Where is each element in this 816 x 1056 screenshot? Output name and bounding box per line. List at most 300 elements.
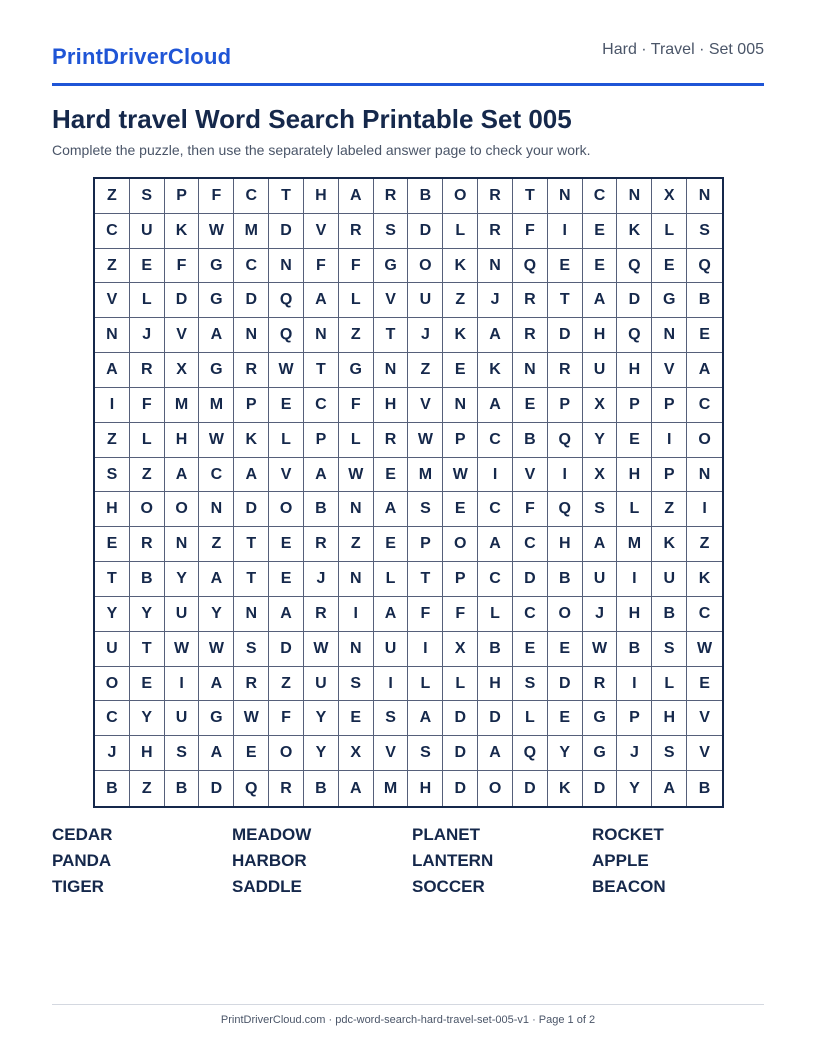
grid-cell: Z bbox=[95, 423, 130, 458]
grid-cell: Z bbox=[443, 283, 478, 318]
grid-cell: T bbox=[513, 179, 548, 214]
grid-cell: N bbox=[617, 179, 652, 214]
grid-cell: Y bbox=[617, 771, 652, 806]
grid-cell: G bbox=[374, 249, 409, 284]
grid-cell: A bbox=[408, 701, 443, 736]
grid-cell: A bbox=[269, 597, 304, 632]
grid-cell: K bbox=[548, 771, 583, 806]
grid-cell: H bbox=[95, 492, 130, 527]
word-list-item: SOCCER bbox=[412, 877, 485, 896]
grid-cell: B bbox=[304, 771, 339, 806]
grid-cell: X bbox=[652, 179, 687, 214]
grid-cell: S bbox=[374, 701, 409, 736]
grid-cell: I bbox=[548, 214, 583, 249]
grid-cell: L bbox=[478, 597, 513, 632]
grid-cell: U bbox=[304, 667, 339, 702]
grid-cell: I bbox=[408, 632, 443, 667]
grid-cell: F bbox=[513, 214, 548, 249]
grid-cell: M bbox=[374, 771, 409, 806]
grid-cell: U bbox=[95, 632, 130, 667]
grid-cell: E bbox=[583, 214, 618, 249]
grid-cell: C bbox=[234, 179, 269, 214]
grid-cell: E bbox=[374, 527, 409, 562]
grid-cell: B bbox=[478, 632, 513, 667]
page-title: Hard travel Word Search Printable Set 005 bbox=[52, 104, 572, 134]
grid-cell: E bbox=[374, 458, 409, 493]
grid-cell: R bbox=[478, 179, 513, 214]
grid-cell: Y bbox=[130, 701, 165, 736]
grid-cell: E bbox=[130, 249, 165, 284]
grid-cell: E bbox=[130, 667, 165, 702]
grid-cell: O bbox=[478, 771, 513, 806]
grid-cell: R bbox=[478, 214, 513, 249]
grid-cell: C bbox=[687, 388, 722, 423]
grid-cell: D bbox=[443, 771, 478, 806]
grid-cell: P bbox=[443, 562, 478, 597]
grid-cell: B bbox=[95, 771, 130, 806]
grid-cell: A bbox=[304, 458, 339, 493]
grid-cell: T bbox=[374, 318, 409, 353]
grid-cell: Q bbox=[269, 318, 304, 353]
grid-cell: G bbox=[199, 353, 234, 388]
grid-cell: S bbox=[165, 736, 200, 771]
grid-cell: I bbox=[374, 667, 409, 702]
grid-cell: E bbox=[513, 388, 548, 423]
grid-cell: K bbox=[687, 562, 722, 597]
grid-cell: F bbox=[165, 249, 200, 284]
grid-cell: Z bbox=[269, 667, 304, 702]
grid-cell: C bbox=[687, 597, 722, 632]
grid-cell: C bbox=[199, 458, 234, 493]
grid-cell: X bbox=[339, 736, 374, 771]
grid-cell: B bbox=[165, 771, 200, 806]
grid-cell: C bbox=[478, 562, 513, 597]
grid-cell: A bbox=[687, 353, 722, 388]
grid-cell: A bbox=[583, 527, 618, 562]
grid-cell: K bbox=[652, 527, 687, 562]
grid-cell: O bbox=[95, 667, 130, 702]
grid-cell: E bbox=[95, 527, 130, 562]
grid-cell: H bbox=[617, 353, 652, 388]
grid-cell: X bbox=[443, 632, 478, 667]
grid-cell: U bbox=[583, 353, 618, 388]
grid-cell: K bbox=[617, 214, 652, 249]
grid-cell: D bbox=[269, 214, 304, 249]
grid-cell: J bbox=[95, 736, 130, 771]
grid-cell: D bbox=[513, 771, 548, 806]
grid-cell: C bbox=[478, 423, 513, 458]
grid-cell: H bbox=[652, 701, 687, 736]
grid-cell: B bbox=[513, 423, 548, 458]
grid-cell: O bbox=[443, 527, 478, 562]
grid-cell: D bbox=[513, 562, 548, 597]
grid-cell: Y bbox=[130, 597, 165, 632]
grid-cell: A bbox=[339, 771, 374, 806]
grid-cell: R bbox=[374, 179, 409, 214]
grid-cell: M bbox=[199, 388, 234, 423]
grid-cell: T bbox=[304, 353, 339, 388]
grid-cell: M bbox=[165, 388, 200, 423]
grid-cell: E bbox=[548, 701, 583, 736]
grid-cell: L bbox=[652, 214, 687, 249]
grid-cell: I bbox=[617, 667, 652, 702]
grid-cell: N bbox=[339, 492, 374, 527]
grid-cell: R bbox=[374, 423, 409, 458]
grid-cell: D bbox=[478, 701, 513, 736]
grid-cell: C bbox=[583, 179, 618, 214]
grid-cell: V bbox=[687, 736, 722, 771]
grid-cell: J bbox=[408, 318, 443, 353]
grid-cell: L bbox=[617, 492, 652, 527]
grid-cell: C bbox=[304, 388, 339, 423]
grid-cell: C bbox=[513, 597, 548, 632]
grid-cell: A bbox=[199, 318, 234, 353]
grid-cell: V bbox=[269, 458, 304, 493]
grid-cell: M bbox=[617, 527, 652, 562]
grid-cell: N bbox=[304, 318, 339, 353]
grid-cell: Y bbox=[304, 701, 339, 736]
grid-cell: W bbox=[269, 353, 304, 388]
grid-cell: H bbox=[374, 388, 409, 423]
grid-cell: G bbox=[583, 736, 618, 771]
grid-cell: T bbox=[95, 562, 130, 597]
grid-cell: O bbox=[165, 492, 200, 527]
grid-cell: O bbox=[443, 179, 478, 214]
grid-cell: R bbox=[513, 283, 548, 318]
grid-cell: A bbox=[652, 771, 687, 806]
grid-cell: E bbox=[443, 353, 478, 388]
grid-cell: Z bbox=[652, 492, 687, 527]
grid-cell: S bbox=[652, 736, 687, 771]
grid-cell: N bbox=[652, 318, 687, 353]
grid-cell: D bbox=[269, 632, 304, 667]
grid-cell: L bbox=[339, 423, 374, 458]
grid-cell: J bbox=[478, 283, 513, 318]
grid-cell: E bbox=[583, 249, 618, 284]
grid-cell: H bbox=[478, 667, 513, 702]
grid-cell: W bbox=[339, 458, 374, 493]
grid-cell: J bbox=[130, 318, 165, 353]
grid-cell: W bbox=[234, 701, 269, 736]
grid-cell: S bbox=[339, 667, 374, 702]
grid-cell: T bbox=[130, 632, 165, 667]
grid-cell: F bbox=[513, 492, 548, 527]
grid-cell: B bbox=[408, 179, 443, 214]
grid-cell: T bbox=[234, 562, 269, 597]
grid-cell: U bbox=[652, 562, 687, 597]
page-footer: PrintDriverCloud.com · pdc-word-search-hard-travel-set-005-v1 · Page 1 of 2 bbox=[220, 1014, 596, 1026]
grid-cell: W bbox=[443, 458, 478, 493]
grid-cell: M bbox=[408, 458, 443, 493]
word-list-item: HARBOR bbox=[232, 851, 307, 870]
grid-cell: N bbox=[95, 318, 130, 353]
grid-cell: Q bbox=[617, 249, 652, 284]
grid-cell: K bbox=[443, 318, 478, 353]
grid-cell: W bbox=[304, 632, 339, 667]
grid-cell: J bbox=[304, 562, 339, 597]
grid-cell: A bbox=[199, 667, 234, 702]
grid-cell: C bbox=[478, 492, 513, 527]
grid-cell: F bbox=[339, 388, 374, 423]
grid-cell: D bbox=[583, 771, 618, 806]
grid-cell: P bbox=[165, 179, 200, 214]
grid-cell: D bbox=[443, 736, 478, 771]
grid-cell: O bbox=[687, 423, 722, 458]
grid-cell: R bbox=[130, 353, 165, 388]
grid-cell: I bbox=[165, 667, 200, 702]
grid-cell: Z bbox=[95, 249, 130, 284]
grid-cell: U bbox=[165, 597, 200, 632]
grid-cell: Y bbox=[199, 597, 234, 632]
grid-cell: I bbox=[548, 458, 583, 493]
grid-cell: N bbox=[478, 249, 513, 284]
grid-cell: W bbox=[687, 632, 722, 667]
grid-cell: A bbox=[583, 283, 618, 318]
grid-cell: Q bbox=[548, 423, 583, 458]
grid-cell: R bbox=[339, 214, 374, 249]
grid-cell: S bbox=[652, 632, 687, 667]
grid-cell: A bbox=[374, 597, 409, 632]
grid-cell: R bbox=[583, 667, 618, 702]
grid-cell: Y bbox=[165, 562, 200, 597]
grid-cell: V bbox=[304, 214, 339, 249]
brand-logo: PrintDriverCloud bbox=[52, 44, 232, 69]
grid-cell: L bbox=[443, 667, 478, 702]
grid-cell: S bbox=[408, 736, 443, 771]
grid-cell: A bbox=[199, 736, 234, 771]
grid-cell: L bbox=[269, 423, 304, 458]
grid-cell: L bbox=[408, 667, 443, 702]
grid-cell: F bbox=[269, 701, 304, 736]
grid-cell: S bbox=[130, 179, 165, 214]
grid-cell: S bbox=[513, 667, 548, 702]
grid-cell: I bbox=[478, 458, 513, 493]
grid-cell: F bbox=[199, 179, 234, 214]
grid-cell: P bbox=[652, 388, 687, 423]
grid-cell: N bbox=[443, 388, 478, 423]
grid-cell: A bbox=[478, 527, 513, 562]
grid-cell: A bbox=[478, 388, 513, 423]
grid-cell: V bbox=[408, 388, 443, 423]
grid-cell: H bbox=[304, 179, 339, 214]
grid-cell: V bbox=[374, 283, 409, 318]
grid-cell: S bbox=[234, 632, 269, 667]
grid-cell: F bbox=[339, 249, 374, 284]
grid-cell: K bbox=[165, 214, 200, 249]
grid-cell: N bbox=[269, 249, 304, 284]
grid-cell: S bbox=[374, 214, 409, 249]
word-list-item: SADDLE bbox=[232, 877, 302, 896]
grid-cell: X bbox=[583, 388, 618, 423]
grid-cell: Q bbox=[234, 771, 269, 806]
grid-cell: L bbox=[513, 701, 548, 736]
grid-cell: X bbox=[583, 458, 618, 493]
grid-cell: T bbox=[269, 179, 304, 214]
grid-cell: D bbox=[234, 492, 269, 527]
grid-cell: L bbox=[130, 283, 165, 318]
footer-divider bbox=[52, 1004, 764, 1005]
grid-cell: E bbox=[234, 736, 269, 771]
grid-cell: R bbox=[234, 667, 269, 702]
word-list-item: PLANET bbox=[412, 825, 480, 844]
word-list-item: CEDAR bbox=[52, 825, 113, 844]
grid-cell: L bbox=[374, 562, 409, 597]
word-list bbox=[52, 824, 764, 902]
puzzle-meta: Hard · Travel · Set 005 bbox=[602, 41, 764, 58]
grid-cell: O bbox=[408, 249, 443, 284]
grid-cell: D bbox=[199, 771, 234, 806]
grid-cell: K bbox=[234, 423, 269, 458]
grid-cell: W bbox=[199, 423, 234, 458]
grid-cell: D bbox=[617, 283, 652, 318]
grid-cell: O bbox=[269, 492, 304, 527]
word-list-item: MEADOW bbox=[232, 825, 312, 844]
grid-cell: B bbox=[698, 779, 711, 797]
grid-cell: E bbox=[652, 249, 687, 284]
grid-cell: R bbox=[513, 318, 548, 353]
grid-cell: R bbox=[130, 527, 165, 562]
word-list-item: APPLE bbox=[592, 851, 649, 870]
grid-cell: E bbox=[617, 423, 652, 458]
page-subtitle: Complete the puzzle, then use the separately labeled answer page to check your work. bbox=[52, 142, 591, 158]
grid-cell: D bbox=[165, 283, 200, 318]
grid-cell: I bbox=[687, 492, 722, 527]
grid-cell: E bbox=[443, 492, 478, 527]
grid-cell: B bbox=[652, 597, 687, 632]
grid-cell: E bbox=[548, 632, 583, 667]
grid-cell: Y bbox=[304, 736, 339, 771]
grid-cell: Z bbox=[687, 527, 722, 562]
grid-cell: E bbox=[548, 249, 583, 284]
grid-cell: M bbox=[234, 214, 269, 249]
grid-cell: R bbox=[548, 353, 583, 388]
grid-cell: N bbox=[199, 492, 234, 527]
grid-cell: Z bbox=[199, 527, 234, 562]
grid-cell: O bbox=[130, 492, 165, 527]
grid-cell: V bbox=[687, 701, 722, 736]
grid-cell: T bbox=[408, 562, 443, 597]
grid-cell: P bbox=[617, 388, 652, 423]
grid-cell: L bbox=[339, 283, 374, 318]
grid-cell: N bbox=[339, 632, 374, 667]
grid-cell: P bbox=[652, 458, 687, 493]
grid-cell: V bbox=[652, 353, 687, 388]
grid-cell: E bbox=[269, 562, 304, 597]
word-list-item: ROCKET bbox=[592, 825, 664, 844]
grid-cell: K bbox=[478, 353, 513, 388]
grid-cell: E bbox=[687, 318, 722, 353]
grid-cell: U bbox=[408, 283, 443, 318]
grid-cell: E bbox=[687, 667, 722, 702]
grid-cell: T bbox=[234, 527, 269, 562]
grid-cell: N bbox=[687, 179, 722, 214]
grid-cell: J bbox=[617, 736, 652, 771]
grid-cell: A bbox=[478, 318, 513, 353]
grid-cell: V bbox=[165, 318, 200, 353]
grid-cell: N bbox=[165, 527, 200, 562]
grid-cell: Z bbox=[130, 771, 165, 806]
grid-cell: H bbox=[165, 423, 200, 458]
grid-cell: A bbox=[199, 562, 234, 597]
grid-cell: Z bbox=[339, 527, 374, 562]
grid-cell: Z bbox=[408, 353, 443, 388]
grid-cell: H bbox=[617, 597, 652, 632]
grid-cell: R bbox=[304, 527, 339, 562]
grid-cell: A bbox=[95, 353, 130, 388]
grid-cell: G bbox=[199, 283, 234, 318]
grid-cell: Q bbox=[548, 492, 583, 527]
grid-cell: I bbox=[95, 388, 130, 423]
grid-cell: E bbox=[339, 701, 374, 736]
grid-cell: U bbox=[165, 701, 200, 736]
grid-cell: L bbox=[443, 214, 478, 249]
grid-cell: E bbox=[269, 527, 304, 562]
grid-cell: A bbox=[304, 283, 339, 318]
grid-cell: A bbox=[339, 179, 374, 214]
grid-cell: S bbox=[95, 458, 130, 493]
grid-cell: G bbox=[583, 701, 618, 736]
grid-cell: Q bbox=[617, 318, 652, 353]
grid-cell: H bbox=[583, 318, 618, 353]
grid-cell: H bbox=[408, 771, 443, 806]
grid-cell: Q bbox=[513, 249, 548, 284]
grid-cell: A bbox=[478, 736, 513, 771]
grid-cell: I bbox=[652, 423, 687, 458]
grid-cell: V bbox=[95, 283, 130, 318]
grid-cell: F bbox=[304, 249, 339, 284]
grid-cell: S bbox=[583, 492, 618, 527]
grid-cell: Z bbox=[95, 179, 130, 214]
grid-cell: J bbox=[583, 597, 618, 632]
grid-cell: W bbox=[165, 632, 200, 667]
grid-cell: O bbox=[269, 736, 304, 771]
grid-cell: Q bbox=[269, 283, 304, 318]
grid-cell: Y bbox=[548, 736, 583, 771]
grid-cell: W bbox=[199, 632, 234, 667]
word-list-item: TIGER bbox=[52, 877, 104, 896]
grid-cell: P bbox=[617, 701, 652, 736]
grid-cell: P bbox=[234, 388, 269, 423]
grid-cell: V bbox=[513, 458, 548, 493]
grid-cell: O bbox=[548, 597, 583, 632]
grid-cell: N bbox=[513, 353, 548, 388]
grid-cell: D bbox=[443, 701, 478, 736]
grid-cell: V bbox=[374, 736, 409, 771]
grid-cell: N bbox=[548, 179, 583, 214]
grid-cell: G bbox=[652, 283, 687, 318]
grid-cell: T bbox=[548, 283, 583, 318]
grid-cell: F bbox=[408, 597, 443, 632]
grid-cell: A bbox=[374, 492, 409, 527]
grid-cell: N bbox=[687, 458, 722, 493]
grid-cell: S bbox=[408, 492, 443, 527]
header-divider bbox=[52, 83, 764, 86]
grid-cell: K bbox=[443, 249, 478, 284]
grid-cell: N bbox=[234, 318, 269, 353]
grid-cell: A bbox=[234, 458, 269, 493]
grid-cell: I bbox=[339, 597, 374, 632]
grid-cell: F bbox=[130, 388, 165, 423]
grid-cell: P bbox=[548, 388, 583, 423]
grid-cell: G bbox=[199, 701, 234, 736]
grid-cell: U bbox=[130, 214, 165, 249]
grid-cell: E bbox=[513, 632, 548, 667]
grid-cell: L bbox=[652, 667, 687, 702]
grid-cell: B bbox=[130, 562, 165, 597]
grid-cell: Z bbox=[339, 318, 374, 353]
grid-cell: I bbox=[617, 562, 652, 597]
grid-cell: G bbox=[339, 353, 374, 388]
